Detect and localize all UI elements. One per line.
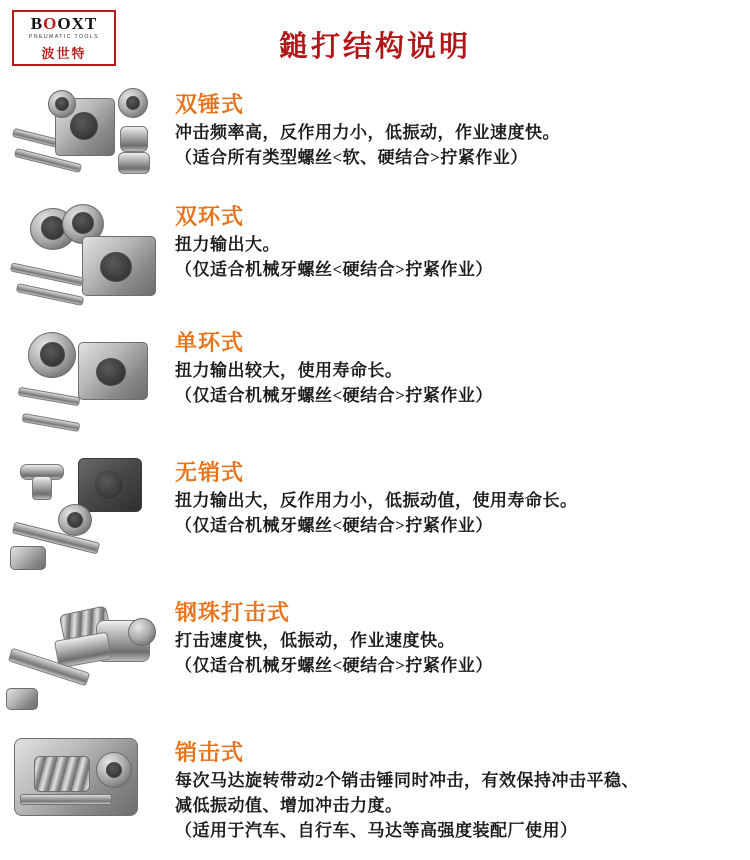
- section-line: 打击速度快，低振动，作业速度快。: [175, 631, 455, 650]
- section-title: 钢珠打击式: [175, 600, 291, 625]
- brand-logo-subtitle: PNEUMATIC TOOLS: [28, 33, 99, 40]
- section-double-hammer: [0, 88, 750, 200]
- section-title: 无销式: [175, 460, 245, 485]
- section-pin-clutch-text: [175, 736, 750, 843]
- page-header: [0, 0, 750, 88]
- section-line: 减低振动值、增加冲击力度。: [175, 796, 403, 815]
- section-line: 扭力输出大。: [175, 235, 280, 254]
- section-pinless-text: [175, 456, 750, 538]
- section-pinless: [0, 456, 750, 596]
- section-ball-impact: [0, 596, 750, 736]
- section-line: 冲击频率高，反作用力小，低振动，作业速度快。: [175, 123, 560, 142]
- section-line: （仅适合机械牙螺丝<硬结合>拧紧作业）: [175, 386, 493, 405]
- section-line: 扭力输出较大，使用寿命长。: [175, 361, 403, 380]
- section-pin-clutch: [0, 736, 750, 848]
- section-title: 单环式: [175, 330, 245, 355]
- section-line: 每次马达旋转带动2个销击锤同时冲击，有效保持冲击平稳、: [175, 771, 639, 790]
- section-line: （适合所有类型螺丝<软、硬结合>拧紧作业）: [175, 148, 528, 167]
- brand-logo-wordmark-rest: OXT: [57, 13, 98, 33]
- section-title: 双环式: [175, 204, 245, 229]
- section-double-ring: [0, 200, 750, 326]
- section-title: 销击式: [175, 740, 245, 765]
- section-single-ring-text: [175, 326, 750, 408]
- section-ball-impact-text: [175, 596, 750, 678]
- section-double-hammer-text: [175, 88, 750, 170]
- section-line: 扭力输出大，反作用力小，低振动值，使用寿命长。: [175, 491, 578, 510]
- section-line: （适用于汽车、自行车、马达等高强度装配厂使用）: [175, 821, 578, 840]
- section-line: （仅适合机械牙螺丝<硬结合>拧紧作业）: [175, 260, 493, 279]
- brand-logo-chinese: 波世特: [41, 45, 87, 61]
- section-line: （仅适合机械牙螺丝<硬结合>拧紧作业）: [175, 516, 493, 535]
- section-title: 双锤式: [175, 92, 245, 117]
- section-single-ring: [0, 326, 750, 456]
- section-line: （仅适合机械牙螺丝<硬结合>拧紧作业）: [175, 656, 493, 675]
- brand-logo-wordmark-b: B: [30, 13, 44, 33]
- section-double-ring-text: [175, 200, 750, 282]
- page-title: 鎚打结构说明: [278, 31, 471, 63]
- brand-logo-wordmark-o: O: [43, 13, 58, 33]
